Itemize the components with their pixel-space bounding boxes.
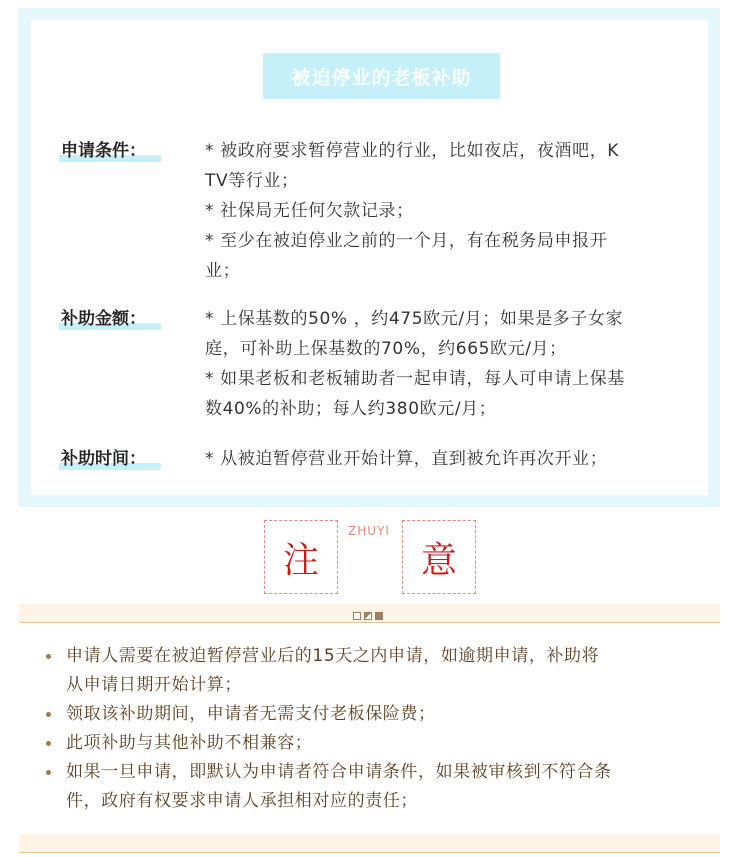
note-line: 件，政府有权要求申请人承担相对应的责任； — [66, 791, 418, 811]
divider-line — [19, 622, 720, 623]
info-panel-inner — [31, 20, 708, 495]
note-line: 领取该补助期间，申请者无需支付老板保险费； — [66, 704, 436, 724]
body-line: 业； — [205, 261, 241, 281]
square-filled-icon — [375, 612, 383, 620]
notice-char-left: 注 — [264, 520, 338, 594]
notice-header — [0, 520, 738, 600]
section-body — [205, 304, 699, 424]
divider-ornament — [353, 612, 383, 620]
list-item — [46, 758, 718, 816]
list-item — [46, 729, 718, 758]
body-line: * 社保局无任何欠款记录； — [205, 201, 414, 221]
info-panel — [19, 8, 720, 507]
section-label: 申请条件： — [59, 136, 163, 161]
section-body — [205, 136, 699, 286]
square-outline-icon — [353, 612, 361, 620]
section-body — [205, 444, 699, 474]
body-line: * 从被迫暂停营业开始计算，直到被允许再次开业； — [205, 449, 608, 469]
body-line: * 至少在被迫停业之前的一个月，有在税务局申报开 — [205, 231, 608, 251]
section-label: 补助金额： — [59, 304, 163, 329]
notice-char-right: 意 — [402, 520, 476, 594]
note-line: 如果一旦申请，即默认为申请者符合申请条件，如果被审核到不符合条 — [66, 762, 612, 782]
body-line: * 上保基数的50% ，约475欧元/月；如果是多子女家 — [205, 309, 624, 329]
bullet-icon — [46, 712, 51, 717]
list-item — [46, 642, 718, 700]
body-line: 数40%的补助；每人约380欧元/月； — [205, 399, 497, 419]
bullet-icon — [46, 770, 51, 775]
footer-band — [19, 834, 720, 852]
note-line: 从申请日期开始计算； — [66, 675, 242, 695]
list-item — [46, 700, 718, 729]
body-line: * 如果老板和老板辅助者一起申请，每人可申请上保基 — [205, 369, 625, 389]
page-title: 被迫停业的老板补助 — [291, 66, 472, 89]
section-label: 补助时间： — [59, 444, 163, 469]
footer-line — [19, 852, 720, 853]
bullet-icon — [46, 654, 51, 659]
body-line: TV等行业； — [205, 171, 299, 191]
square-half-icon — [364, 612, 372, 620]
notice-pinyin: ZHUYI — [348, 524, 390, 538]
notes-list — [46, 642, 718, 816]
title-banner — [263, 53, 500, 99]
body-line: 庭，可补助上保基数的70%，约665欧元/月； — [205, 339, 567, 359]
body-line: * 被政府要求暂停营业的行业，比如夜店，夜酒吧，K — [205, 141, 620, 161]
bullet-icon — [46, 741, 51, 746]
note-line: 申请人需要在被迫暂停营业后的15天之内申请，如逾期申请，补助将 — [66, 646, 600, 666]
note-line: 此项补助与其他补助不相兼容； — [66, 733, 313, 753]
